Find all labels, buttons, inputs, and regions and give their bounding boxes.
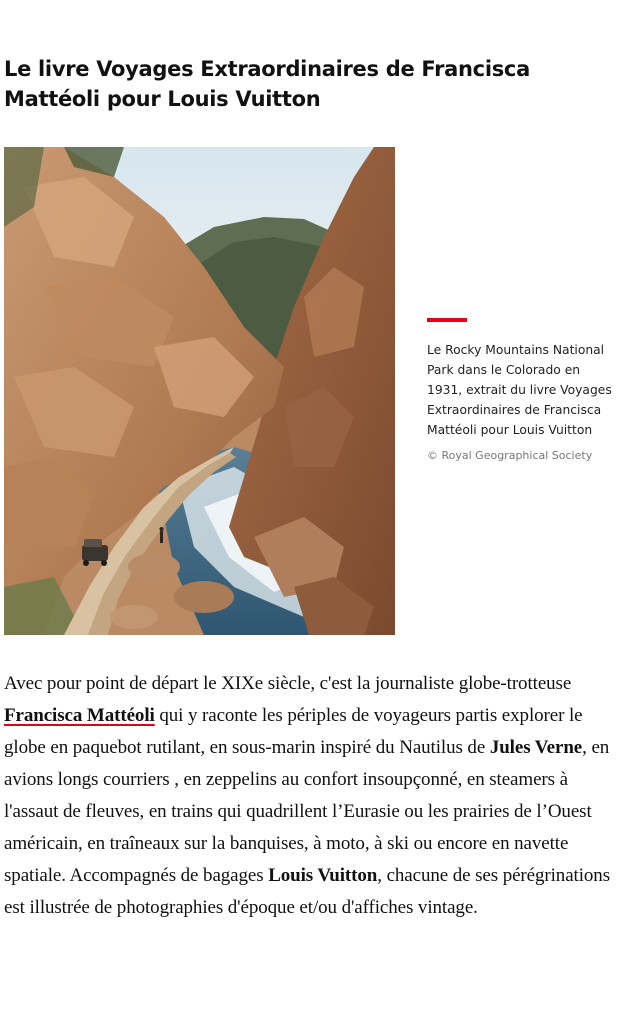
author-link[interactable]: Francisca Mattéoli	[4, 705, 155, 726]
article-text-4: , chacune de ses pérégrinations est illustrée de photographies d'époque et/ou d'affiches vintage.	[4, 865, 610, 918]
article-paragraph	[4, 668, 616, 924]
article-text-3: , en avions longs courriers , en zeppelins au confort insoupçonné, en steamers à l'assaut de fleuves, en trains qui quadrillent l’Eurasie ou les prairies de l’Ouest américain, en traîneaux sur la banquises, à moto, à ski ou encore en navette spatiale. Accompagnés de bagages	[4, 737, 610, 886]
article-text-2: qui y raconte les périples de voyageurs partis explorer le globe en paquebot rutilant, en sous-marin inspiré du Nautilus de	[4, 705, 583, 758]
article-text-1: Avec pour point de départ le XIXe siècle, c'est la journaliste globe-trotteuse	[4, 673, 572, 694]
caption-credit: © Royal Geographical Society	[427, 449, 593, 462]
article-photo	[4, 147, 395, 635]
article-headline: Le livre Voyages Extraordinaires de Francisca Mattéoli pour Louis Vuitton	[4, 57, 530, 111]
caption-accent-rule	[427, 318, 467, 322]
jules-verne-bold: Jules Verne	[489, 737, 583, 758]
caption-text: Le Rocky Mountains National Park dans le Colorado en 1931, extrait du livre Voyages Extraordinaires de Francisca Mattéoli pour Louis Vuitton	[427, 343, 612, 437]
canyon-photo-illustration	[4, 147, 395, 635]
louis-vuitton-bold: Louis Vuitton	[268, 865, 378, 886]
photo-caption	[427, 318, 619, 464]
